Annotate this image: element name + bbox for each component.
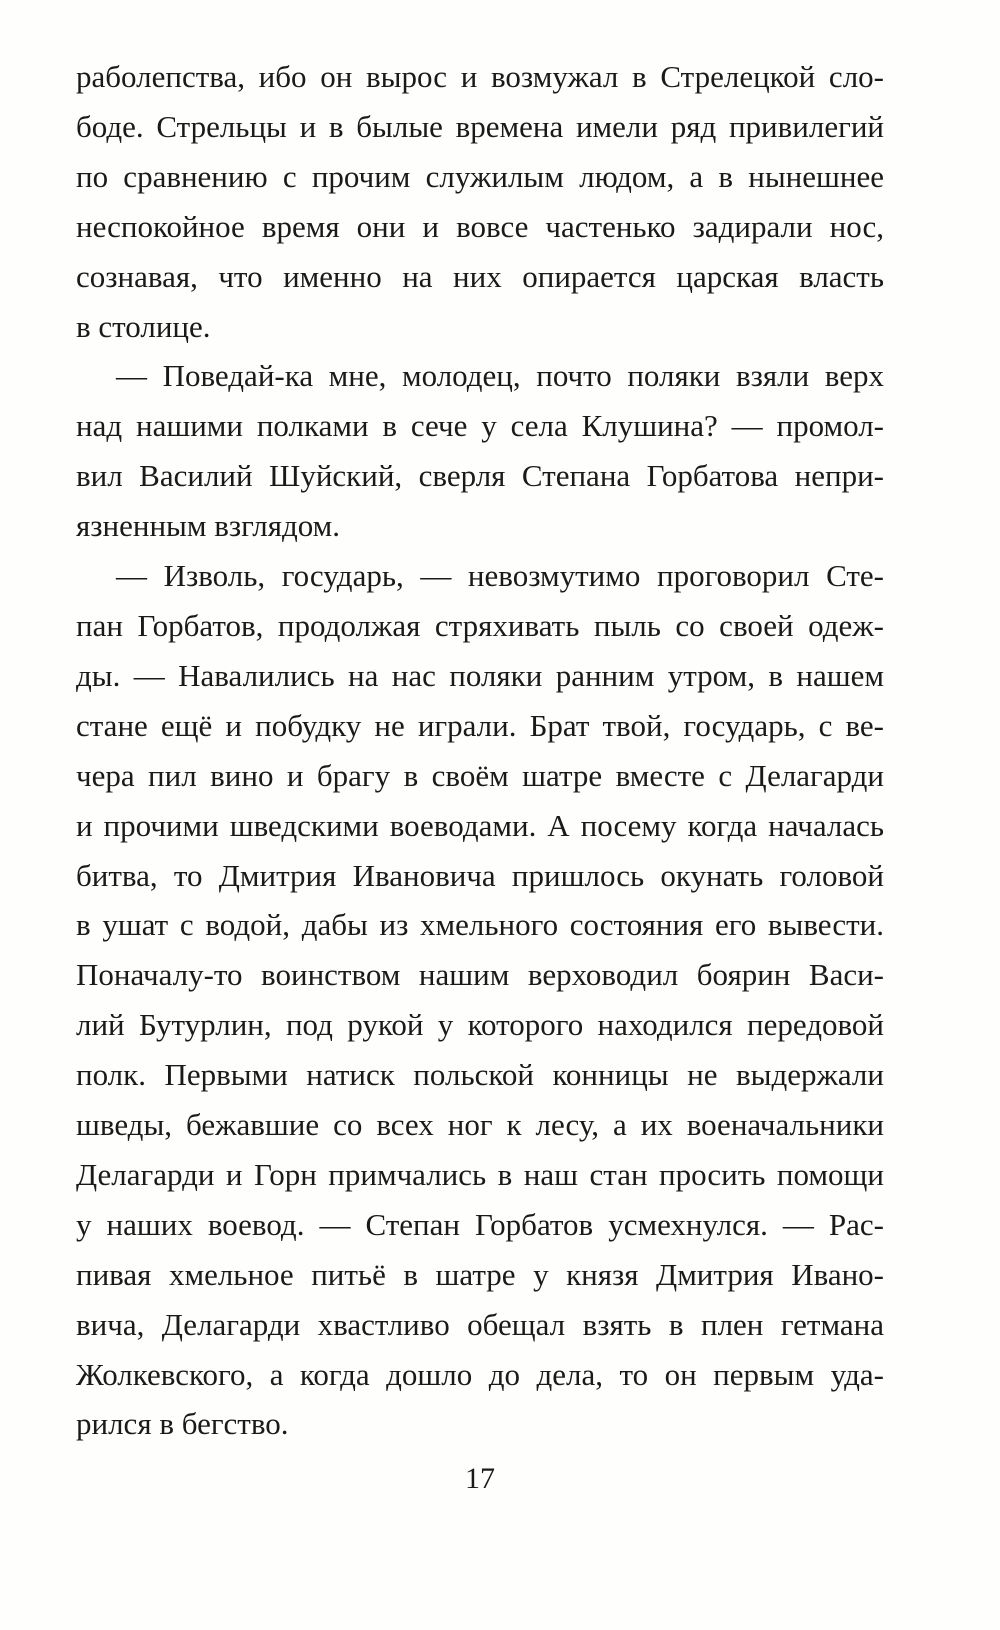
text-line: рился в бегство. [76, 1406, 289, 1442]
page-number: 17 [465, 1462, 495, 1495]
text-line: ды. — Навалились на нас поляки ранним утром, в нашем [76, 657, 884, 693]
text-line: над нашими полками в сече у села Клушина? — промол- [76, 408, 884, 444]
text-line: и прочими шведскими воеводами. А посему когда началась [76, 807, 884, 843]
text-line: вича, Делагарди хвастливо обещал взять в плен гетмана [76, 1306, 884, 1342]
text-line: — Изволь, государь, — невозмутимо проговорил Сте- [116, 558, 884, 594]
text-line: — Поведай-ка мне, молодец, почто поляки взяли верх [116, 358, 884, 394]
text-line: в столице. [76, 308, 211, 344]
text-line: битва, то Дмитрия Ивановича пришлось окунать головой [76, 857, 884, 893]
text-line: боде. Стрельцы и в былые времена имели ряд привилегий [76, 108, 884, 144]
text-line: в ушат с водой, дабы из хмельного состояния его вывести. [76, 907, 884, 943]
text-line: раболепства, ибо он вырос и возмужал в Стрелецкой сло- [76, 59, 884, 94]
text-line: у наших воевод. — Степан Горбатов усмехнулся. — Рас- [76, 1206, 884, 1242]
text-line: вил Василий Шуйский, сверля Степана Горбатова непри- [76, 458, 884, 494]
text-line: чера пил вино и брагу в своём шатре вместе с Делагарди [76, 757, 884, 793]
text-line: Жолкевского, а когда дошло до дела, то он первым уда- [76, 1356, 884, 1392]
body-text [76, 52, 884, 1449]
text-line: Делагарди и Горн примчались в наш стан просить помощи [76, 1156, 884, 1192]
text-line: по сравнению с прочим служилым людом, а в нынешнее [76, 158, 884, 194]
text-line: сознавая, что именно на них опирается царская власть [76, 258, 884, 294]
text-line: лий Бутурлин, под рукой у которого находился передовой [76, 1007, 884, 1043]
text-line: полк. Первыми натиск польской конницы не выдержали [76, 1057, 884, 1093]
text-line: язненным взглядом. [76, 508, 341, 544]
text-line: пан Горбатов, продолжая стряхивать пыль со своей одеж- [76, 607, 884, 643]
text-line: пивая хмельное питьё в шатре у князя Дмитрия Ивано- [76, 1256, 884, 1292]
text-line: Поначалу-то воинством нашим верховодил боярин Васи- [76, 957, 884, 993]
text-line: неспокойное время они и вовсе частенько задирали нос, [76, 208, 884, 244]
text-line: стане ещё и побудку не играли. Брат твой, государь, с ве- [76, 707, 884, 743]
text-line: шведы, бежавшие со всех ног к лесу, а их военачальники [76, 1107, 884, 1143]
